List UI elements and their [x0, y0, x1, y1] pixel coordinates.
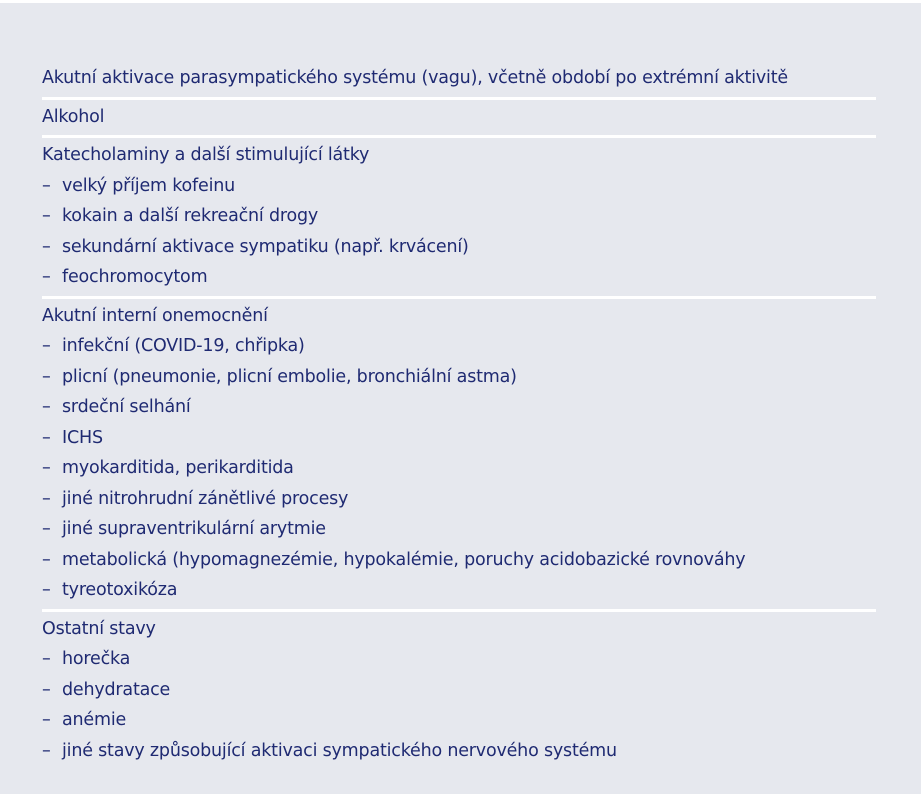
- bullet-dash: –: [42, 366, 51, 387]
- list-item-text: jiné stavy způsobující aktivaci sympatického nervového systému: [62, 740, 617, 761]
- bullet-dash: –: [42, 427, 51, 448]
- content-panel: [0, 3, 921, 794]
- bullet-dash: –: [42, 336, 51, 356]
- table-section: [42, 61, 876, 100]
- bullet-dash: –: [42, 206, 51, 226]
- section-heading: Ostatní stavy: [42, 618, 156, 639]
- bullet-dash: –: [42, 740, 51, 761]
- table-section: [42, 100, 876, 139]
- list-item: [42, 232, 876, 263]
- bullet-dash: –: [42, 488, 51, 509]
- bullet-dash: –: [42, 710, 51, 730]
- list-item: [42, 575, 876, 606]
- list-item: [42, 331, 876, 362]
- list-item-text: myokarditida, perikarditida: [62, 458, 294, 478]
- list-item: [42, 736, 876, 767]
- list-item-text: horečka: [62, 649, 131, 669]
- table-section: [42, 612, 876, 770]
- list-item-text: infekční (COVID-19, chřipka): [62, 336, 305, 356]
- list-item: [42, 545, 876, 576]
- bullet-dash: –: [42, 458, 51, 478]
- list-item: [42, 453, 876, 484]
- list-item: [42, 262, 876, 293]
- list-item-text: srdeční selhání: [62, 397, 191, 417]
- bullet-dash: –: [42, 580, 51, 600]
- bullet-dash: –: [42, 679, 51, 700]
- list-item: [42, 705, 876, 736]
- list-item: [42, 675, 876, 706]
- bullet-dash: –: [42, 649, 51, 669]
- list-item-text: feochromocytom: [62, 267, 208, 287]
- bullet-dash: –: [42, 175, 51, 196]
- list-item-text: plicní (pneumonie, plicní embolie, bronchiální astma): [62, 366, 517, 387]
- list-item: [42, 392, 876, 423]
- bullet-dash: –: [42, 236, 51, 257]
- section-heading: Katecholaminy a další stimulující látky: [42, 145, 370, 165]
- list-item: [42, 362, 876, 393]
- list-item-text: metabolická (hypomagnezémie, hypokalémie, poruchy acidobazické rovnováhy: [62, 549, 746, 570]
- list-item-text: velký příjem kofeinu: [62, 175, 236, 196]
- list-item-text: jiné supraventrikulární arytmie: [62, 519, 326, 539]
- list-item-text: jiné nitrohrudní zánětlivé procesy: [62, 488, 349, 509]
- bullet-dash: –: [42, 397, 51, 417]
- list-item-text: anémie: [62, 710, 127, 730]
- list-item: [42, 171, 876, 202]
- section-heading: Akutní aktivace parasympatického systému (vagu), včetně období po extrémní aktivitě: [42, 68, 788, 88]
- list-item: [42, 201, 876, 232]
- table-section: [42, 138, 876, 299]
- list-item: [42, 423, 876, 454]
- list-item-text: sekundární aktivace sympatiku (např. krvácení): [62, 236, 469, 257]
- section-heading: Alkohol: [42, 106, 105, 127]
- bullet-dash: –: [42, 549, 51, 570]
- list-item-text: dehydratace: [62, 679, 171, 700]
- list-item: [42, 644, 876, 675]
- list-item: [42, 514, 876, 545]
- causes-table: [42, 61, 876, 769]
- list-item-text: tyreotoxikóza: [62, 580, 178, 600]
- list-item: [42, 484, 876, 515]
- section-heading: Akutní interní onemocnění: [42, 305, 268, 326]
- list-item-text: ICHS: [62, 427, 103, 448]
- table-section: [42, 299, 876, 612]
- list-item-text: kokain a další rekreační drogy: [62, 206, 319, 226]
- bullet-dash: –: [42, 519, 51, 539]
- bullet-dash: –: [42, 267, 51, 287]
